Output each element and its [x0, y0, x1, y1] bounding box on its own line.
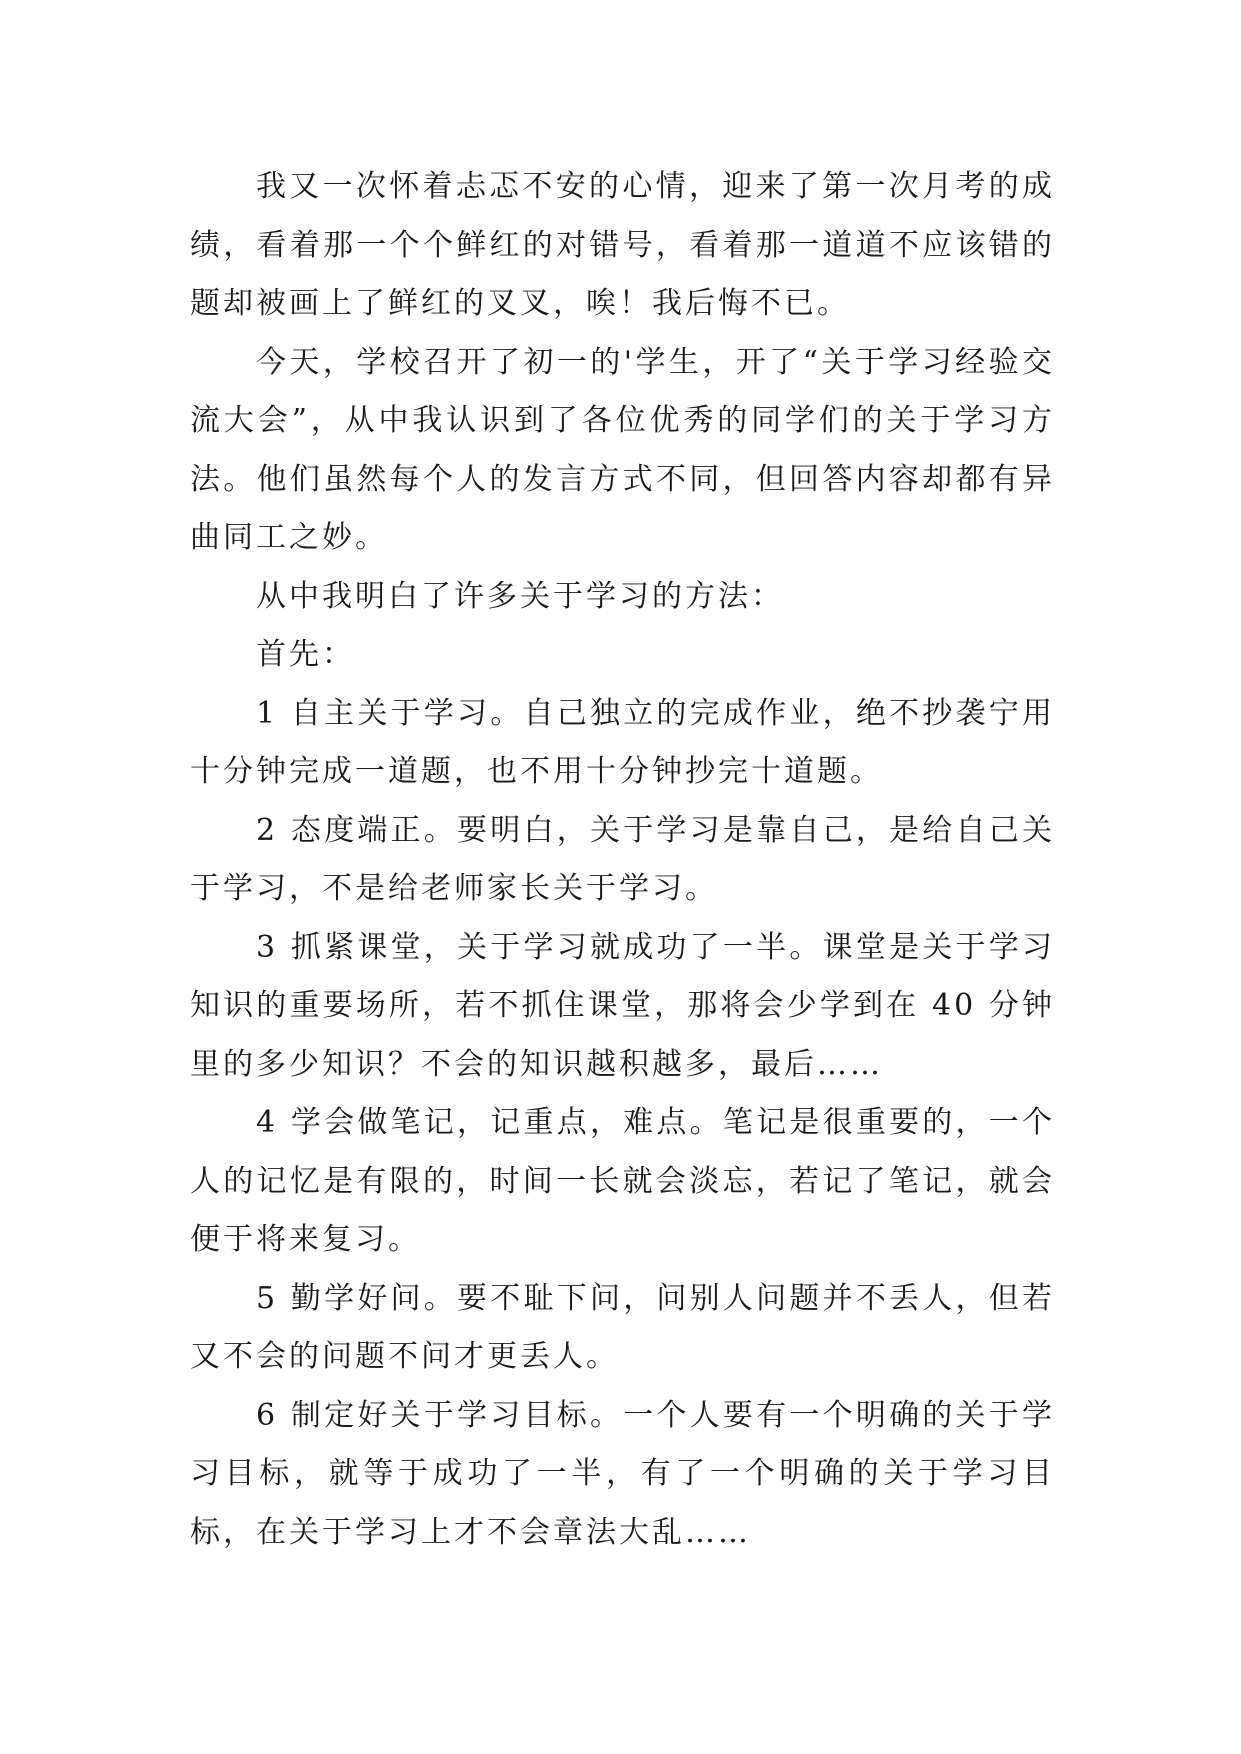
- paragraph-3: 从中我明白了许多关于学习的方法：: [256, 578, 784, 614]
- paragraph-2: 今天，学校召开了初一的'学生，开了“关于学习经验交流大会”，从中我认识到了各位优秀的同学们的关于学习方法。他们虽然每个人的发言方式不同，但回答内容却都有异曲同工之妙。: [190, 344, 1055, 555]
- paragraph-10: 6 制定好关于学习目标。一个人要有一个明确的关于学习目标，就等于成功了一半，有了一个明确的关于学习目标，在关于学习上才不会章法大乱……: [190, 1397, 1055, 1550]
- paragraph-9: 5 勤学好问。要不耻下问，问别人问题并不丢人，但若又不会的问题不问才更丢人。: [190, 1280, 1055, 1374]
- paragraph-6: 2 态度端正。要明白，关于学习是靠自己，是给自己关于学习，不是给老师家长关于学习。: [190, 812, 1055, 906]
- paragraph-4: 首先：: [256, 637, 355, 672]
- paragraph-7: 3 抓紧课堂，关于学习就成功了一半。课堂是关于学习知识的重要场所，若不抓住课堂，那将会少学到在 40 分钟里的多少知识？不会的知识越积越多，最后……: [190, 929, 1055, 1082]
- paragraph-1: 我又一次怀着忐忑不安的心情，迎来了第一次月考的成绩，看着那一个个鲜红的对错号，看着那一道道不应该错的题却被画上了鲜红的叉叉，唉！我后悔不已。: [190, 169, 1055, 321]
- paragraph-8: 4 学会做笔记，记重点，难点。笔记是很重要的，一个人的记忆是有限的，时间一长就会淡忘，若记了笔记，就会便于将来复习。: [190, 1105, 1055, 1257]
- document-body: [190, 158, 1055, 1562]
- paragraph-5: 1 自主关于学习。自己独立的完成作业，绝不抄袭宁用十分钟完成一道题，也不用十分钟抄完十道题。: [190, 695, 1055, 789]
